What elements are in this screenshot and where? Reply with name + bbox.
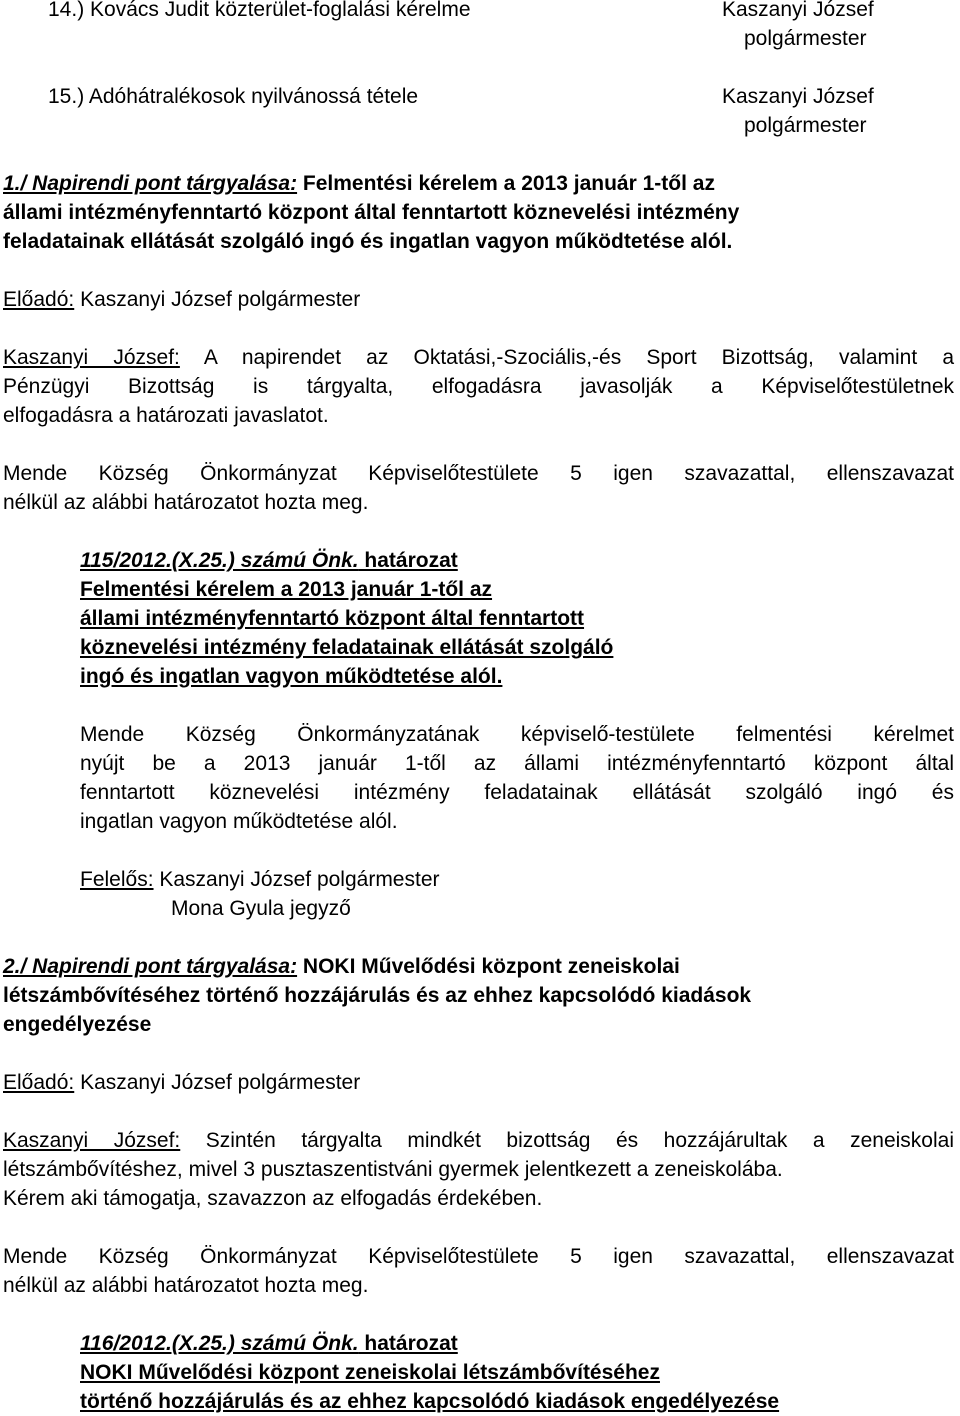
- section2-speech-line-1: Kaszanyi József: Szintén tárgyalta mindkét bizottság és hozzájárultak a zeneiskolai: [3, 1129, 954, 1152]
- resolution-115-title-line-2: állami intézményfenntartó központ által fenntartott: [80, 607, 585, 630]
- section2-heading-line-3: engedélyezése: [3, 1013, 152, 1036]
- resolution-115-body-line-3: fenntartott köznevelési intézmény feladatainak ellátását szolgáló ingó és: [80, 781, 954, 804]
- resolution-115-responsible: Felelős: Kaszanyi József polgármester: [80, 868, 440, 891]
- section2-vote-line-1: Mende Község Önkormányzat Képviselőtestülete 5 igen szavazattal, ellenszavazat: [3, 1245, 954, 1268]
- resolution-115-body-line-4: ingatlan vagyon működtetése alól.: [80, 810, 398, 833]
- resolution-116-title-line-2: történő hozzájárulás és az ehhez kapcsolódó kiadások engedélyezése: [80, 1390, 780, 1413]
- section1-speech-line-1: Kaszanyi József: A napirendet az Oktatási,-Szociális,-és Sport Bizottság, valamint a: [3, 346, 954, 369]
- section1-vote-line-2: nélkül az alábbi határozatot hozta meg.: [3, 491, 369, 514]
- agenda-item-14: 14.) Kovács Judit közterület-foglalási kérelme: [48, 0, 471, 21]
- section1-speech-line-2: Pénzügyi Bizottság is tárgyalta, elfogadásra javasolják a Képviselőtestületnek: [3, 375, 954, 398]
- section1-presenter: Előadó: Kaszanyi József polgármester: [3, 288, 361, 311]
- section1-heading-line-1: 1./ Napirendi pont tárgyalása: Felmentési kérelem a 2013 január 1-től az: [3, 172, 715, 195]
- resolution-115-body-line-1: Mende Község Önkormányzatának képviselő-testülete felmentési kérelmet: [80, 723, 954, 746]
- agenda-item-15-title: polgármester: [744, 114, 867, 137]
- resolution-115-title-line-4: ingó és ingatlan vagyon működtetése alól.: [80, 665, 503, 688]
- section2-vote-line-2: nélkül az alábbi határozatot hozta meg.: [3, 1274, 369, 1297]
- section2-speech-line-3: Kérem aki támogatja, szavazzon az elfogadás érdekében.: [3, 1187, 543, 1210]
- resolution-115-responsible-2: Mona Gyula jegyző: [171, 897, 351, 920]
- section1-heading-line-3: feladatainak ellátását szolgáló ingó és ingatlan vagyon működtetése alól.: [3, 230, 733, 253]
- section1-speech-line-3: elfogadásra a határozati javaslatot.: [3, 404, 329, 427]
- section2-heading-label: 2./ Napirendi pont tárgyalása:: [3, 955, 298, 978]
- section2-heading-line-2: létszámbővítéséhez történő hozzájárulás és az ehhez kapcsolódó kiadások: [3, 984, 752, 1007]
- agenda-item-14-presenter: Kaszanyi József: [722, 0, 874, 21]
- agenda-item-15: 15.) Adóhátralékosok nyilvánossá tétele: [48, 85, 419, 108]
- resolution-116-title-line-1: NOKI Művelődési központ zeneiskolai létszámbővítéséhez: [80, 1361, 660, 1384]
- resolution-115-title-line-3: köznevelési intézmény feladatainak ellátását szolgáló: [80, 636, 614, 659]
- agenda-item-15-presenter: Kaszanyi József: [722, 85, 874, 108]
- resolution-115-number: 115/2012.(X.25.) számú Önk. határozat: [80, 549, 458, 572]
- section1-vote-line-1: Mende Község Önkormányzat Képviselőtestülete 5 igen szavazattal, ellenszavazat: [3, 462, 954, 485]
- section1-heading-line-2: állami intézményfenntartó központ által fenntartott köznevelési intézmény: [3, 201, 740, 224]
- section2-heading-line-1: 2./ Napirendi pont tárgyalása: NOKI Művelődési központ zeneiskolai: [3, 955, 680, 978]
- resolution-115-title-line-1: Felmentési kérelem a 2013 január 1-től az: [80, 578, 493, 601]
- resolution-115-body-line-2: nyújt be a 2013 január 1-től az állami intézményfenntartó központ által: [80, 752, 954, 775]
- section2-presenter: Előadó: Kaszanyi József polgármester: [3, 1071, 361, 1094]
- section1-heading-label: 1./ Napirendi pont tárgyalása:: [3, 172, 298, 195]
- agenda-item-14-title: polgármester: [744, 27, 867, 50]
- section2-speech-line-2: létszámbővítéshez, mivel 3 pusztaszentistváni gyermek jelentkezett a zeneiskolába.: [3, 1158, 783, 1181]
- resolution-116-number: 116/2012.(X.25.) számú Önk. határozat: [80, 1332, 458, 1355]
